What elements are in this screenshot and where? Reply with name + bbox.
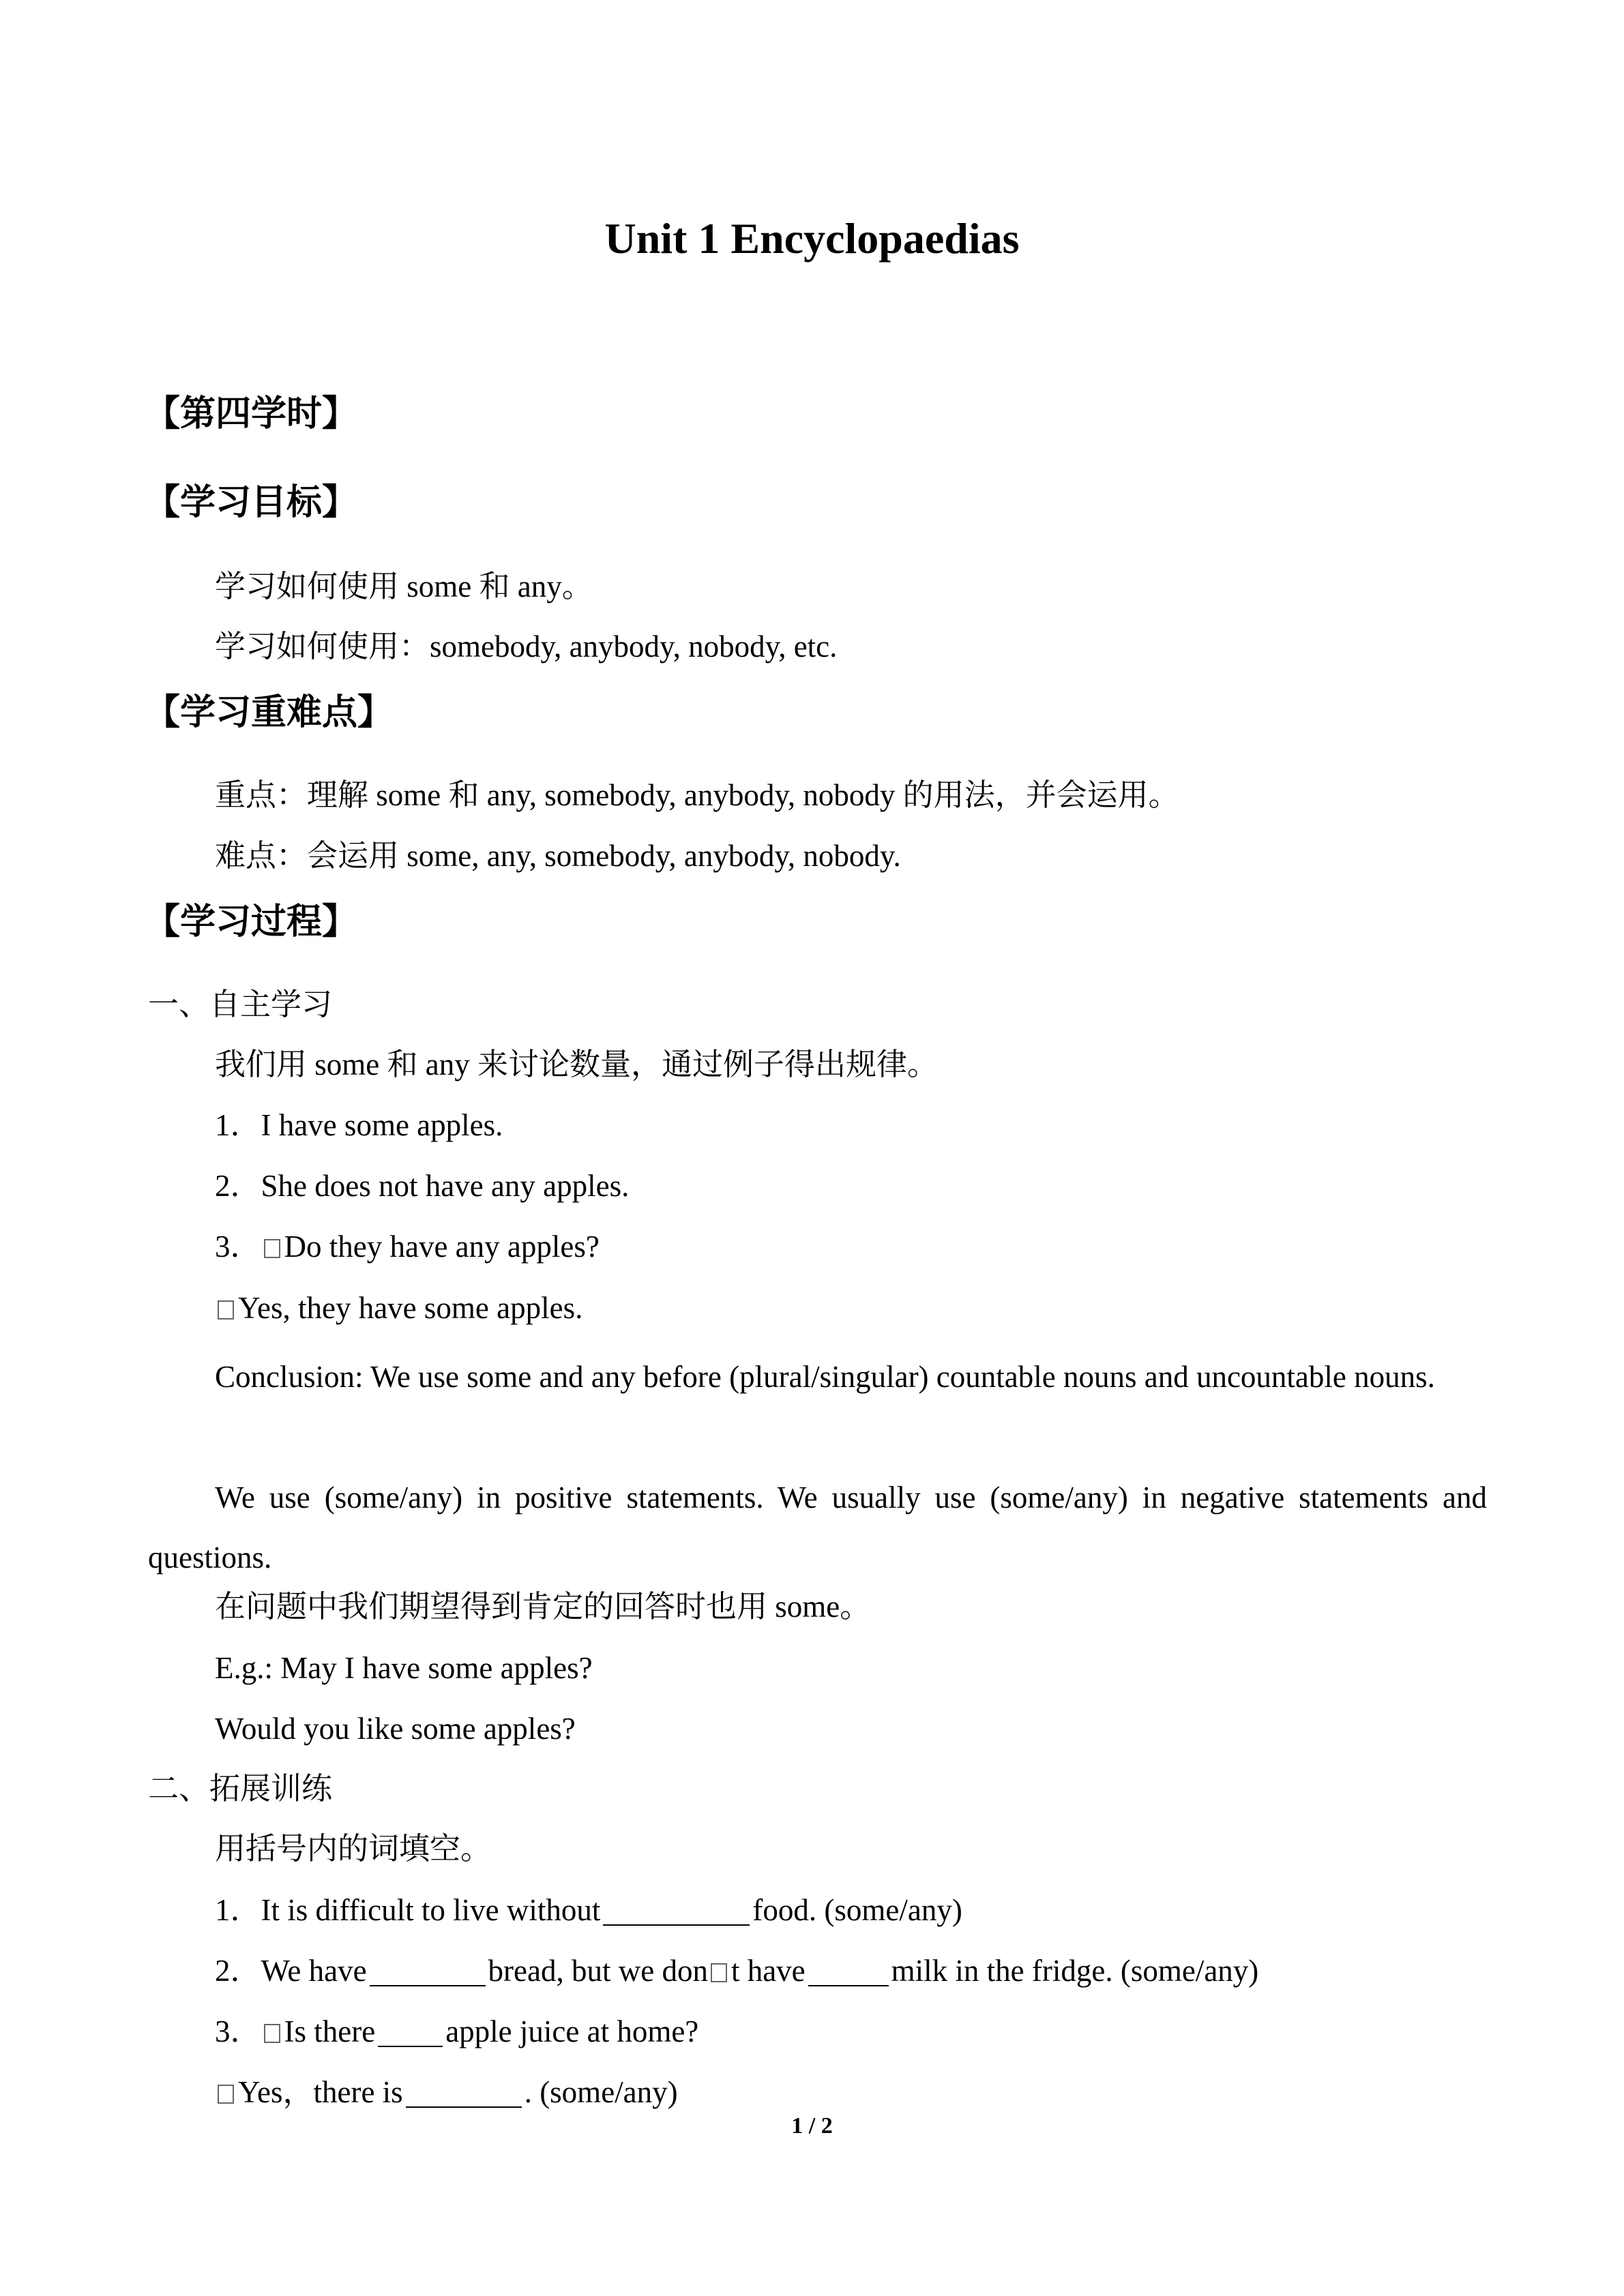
heading-key-points: 【学习重难点】: [145, 692, 394, 733]
difficult-point: 难点：会运用 some, any, somebody, anybody, nobody.: [215, 839, 901, 873]
section2-title: 二、拓展训练: [148, 1772, 333, 1806]
example-eg-2: Would you like some apples?: [215, 1712, 576, 1746]
fill-blank[interactable]: [378, 2018, 443, 2047]
page-total: 2: [821, 2113, 833, 2138]
fill-blank[interactable]: [370, 1958, 486, 1986]
section1-title: 一、自主学习: [148, 987, 333, 1022]
exercise-3-text-a: Is there: [284, 2014, 376, 2048]
example-3-answer: [215, 1289, 582, 1327]
objective-1: 学习如何使用 some 和 any。: [215, 569, 593, 603]
missing-glyph-box: [711, 1963, 727, 1982]
example-1: 1．I have some apples.: [215, 1108, 503, 1142]
exercise-2-text-d: milk in the fridge. (some/any): [891, 1954, 1259, 1988]
exercise-1-text-b: food. (some/any): [752, 1893, 962, 1927]
example-eg-1: E.g.: May I have some apples?: [215, 1651, 593, 1685]
example-3-answer-text: Yes, they have some apples.: [238, 1291, 583, 1325]
exercise-2: [215, 1952, 1258, 1990]
missing-glyph-box: [264, 1239, 280, 1258]
heading-period: 【第四学时】: [145, 393, 358, 434]
page-current: 1: [791, 2113, 803, 2138]
key-point: 重点：理解 some 和 any, somebody, anybody, nobody 的用法，并会运用。: [215, 778, 1179, 812]
heading-process: 【学习过程】: [145, 901, 358, 942]
exercise-1-text-a: 1．It is difficult to live without: [215, 1893, 601, 1927]
conclusion-2: We use (some/any) in positive statements. We usually use (some/any) in negative statements and questions.: [148, 1480, 1487, 1575]
exercise-1: [215, 1891, 962, 1929]
objective-2: 学习如何使用：somebody, anybody, nobody, etc.: [215, 629, 838, 664]
exercise-3-number: 3．: [215, 2014, 261, 2048]
example-3: [215, 1227, 600, 1266]
example-2: 2．She does not have any apples.: [215, 1169, 630, 1203]
page-separator: /: [808, 2113, 816, 2138]
fill-blank[interactable]: [406, 2079, 522, 2108]
missing-glyph-box: [218, 1300, 234, 1320]
exercise-2-text-c: t have: [730, 1954, 806, 1988]
exercise-3-answer: [215, 2073, 678, 2111]
exercise-3-text-b: apple juice at home?: [445, 2014, 699, 2048]
exercise-3-answer-text-a: Yes，there is: [238, 2075, 403, 2109]
exercise-2-text-a: 2．We have: [215, 1954, 367, 1988]
exercise-2-text-b: bread, but we don: [488, 1954, 708, 1988]
heading-objectives: 【学习目标】: [145, 482, 358, 523]
missing-glyph-box: [264, 2024, 280, 2043]
exercise-3-answer-text-b: . (some/any): [524, 2075, 678, 2109]
fill-blank[interactable]: [808, 1958, 889, 1986]
missing-glyph-box: [218, 2085, 234, 2104]
example-3-question: Do they have any apples?: [284, 1229, 600, 1264]
conclusion-1: Conclusion: We use some and any before (plural/singular) countable nouns and uncountable nouns.: [215, 1360, 1435, 1394]
section1-intro: 我们用 some 和 any 来讨论数量，通过例子得出规律。: [215, 1047, 938, 1082]
page-number: [0, 2113, 1624, 2140]
note: 在问题中我们期望得到肯定的回答时也用 some。: [215, 1590, 871, 1624]
section2-instruction: 用括号内的词填空。: [215, 1832, 492, 1866]
fill-blank[interactable]: [603, 1897, 750, 1926]
document-title: Unit 1 Encyclopaedias: [604, 214, 1020, 263]
example-3-number: 3．: [215, 1229, 261, 1264]
exercise-3: [215, 2012, 698, 2051]
